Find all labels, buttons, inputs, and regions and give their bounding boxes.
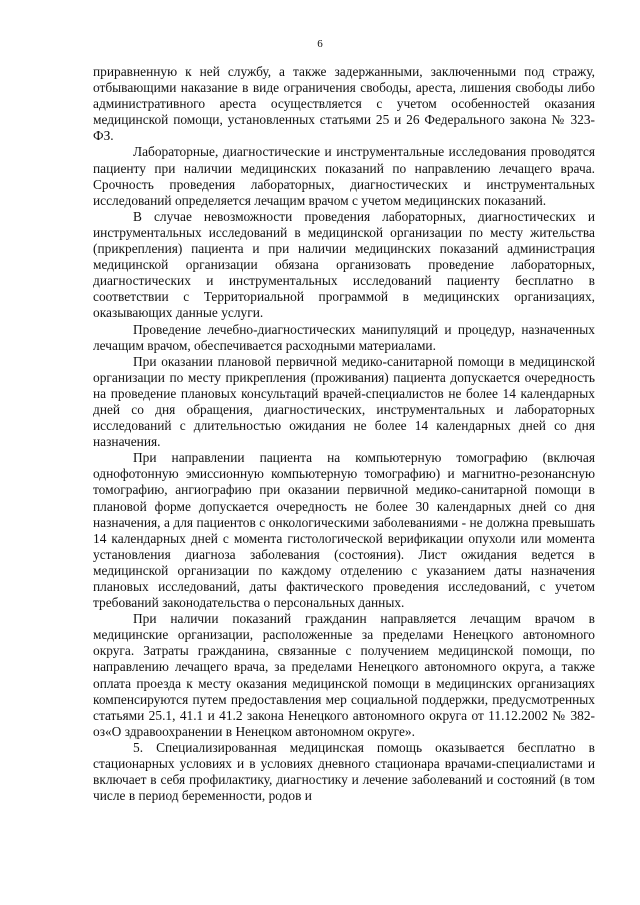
page-number: 6 [317,38,323,50]
document-body [93,64,595,804]
paragraph-referral-outside-region: При наличии показаний гражданин направляется лечащим врачом в медицинские организации, расположенные за пределами Ненецкого автономного округа. Затраты гражданина, связанные с получением медицинской помощи, по направлению лечащего врача, за пределами Ненецкого автономного округа, а также оплата проезда к месту оказания медицинской помощи в медицинских организациях компенсируются путем предоставления мер социальной поддержки, предусмотренных статьями 25.1, 41.1 и 41.2 закона Ненецкого автономного округа от 11.12.2002 № 382-оз«О здравоохранении в Ненецком автономном округе». [93,611,595,739]
paragraph-manipulations: Проведение лечебно-диагностических манипуляций и процедур, назначенных лечащим врачом, обеспечивается расходными материалами. [93,321,595,353]
paragraph-lab-studies: Лабораторные, диагностические и инструментальные исследования проводятся пациенту при наличии медицинских показаний по направлению лечащего врача. Срочность проведения лабораторных, диагностических и инструментальных исследований определяется лечащим врачом с учетом медицинских показаний. [93,144,595,208]
paragraph-tomography-queue: При направлении пациента на компьютерную томографию (включая однофотонную эмиссионную компьютерную томографию) и магнитно-резонансную томографию, ангиографию при оказании первичной медико-санитарной помощи в плановой форме допускается очередность не более 30 календарных дней со дня назначения, а для пациентов с онкологическими заболеваниями - не должна превышать 14 календарных дней с момента гистологической верификации опухоли или момента установления диагноза заболевания (состояния). Лист ожидания ведется в медицинской организации по каждому отделению с указанием даты назначения плановых исследований, даты фактического проведения исследований, с учетом требований законодательства о персональных данных. [93,450,595,611]
paragraph-continued: приравненную к ней службу, а также задержанными, заключенными под стражу, отбывающими наказание в виде ограничения свободы, ареста, лишения свободы либо административного ареста осуществляется с учетом особенностей оказания медицинской помощи, установленных статьями 25 и 26 Федерального закона № 323-ФЗ. [93,64,595,144]
paragraph-specialized-care: 5. Специализированная медицинская помощь оказывается бесплатно в стационарных условиях и в условиях дневного стационара врачами-специалистами и включает в себя профилактику, диагностику и лечение заболеваний и состояний (в том числе в период беременности, родов и [93,739,595,804]
paragraph-impossibility-of-studies: В случае невозможности проведения лабораторных, диагностических и инструментальных исследований в медицинской организации по месту жительства (прикрепления) пациента и при наличии медицинских показаний администрация медицинской организации обязана организовать проведение лабораторных, диагностических и инструментальных исследований пациенту бесплатно в соответствии с Территориальной программой в медицинских организациях, оказывающих данные услуги. [93,208,595,321]
paragraph-planned-care-queue: При оказании плановой первичной медико-санитарной помощи в медицинской организации по месту прикрепления (проживания) пациента допускается очередность на проведение плановых консультаций врачей-специалистов не более 14 календарных дней со дня обращения, диагностических, инструментальных и лабораторных исследований с длительностью ожидания не более 14 календарных дней со дня назначения. [93,353,595,450]
